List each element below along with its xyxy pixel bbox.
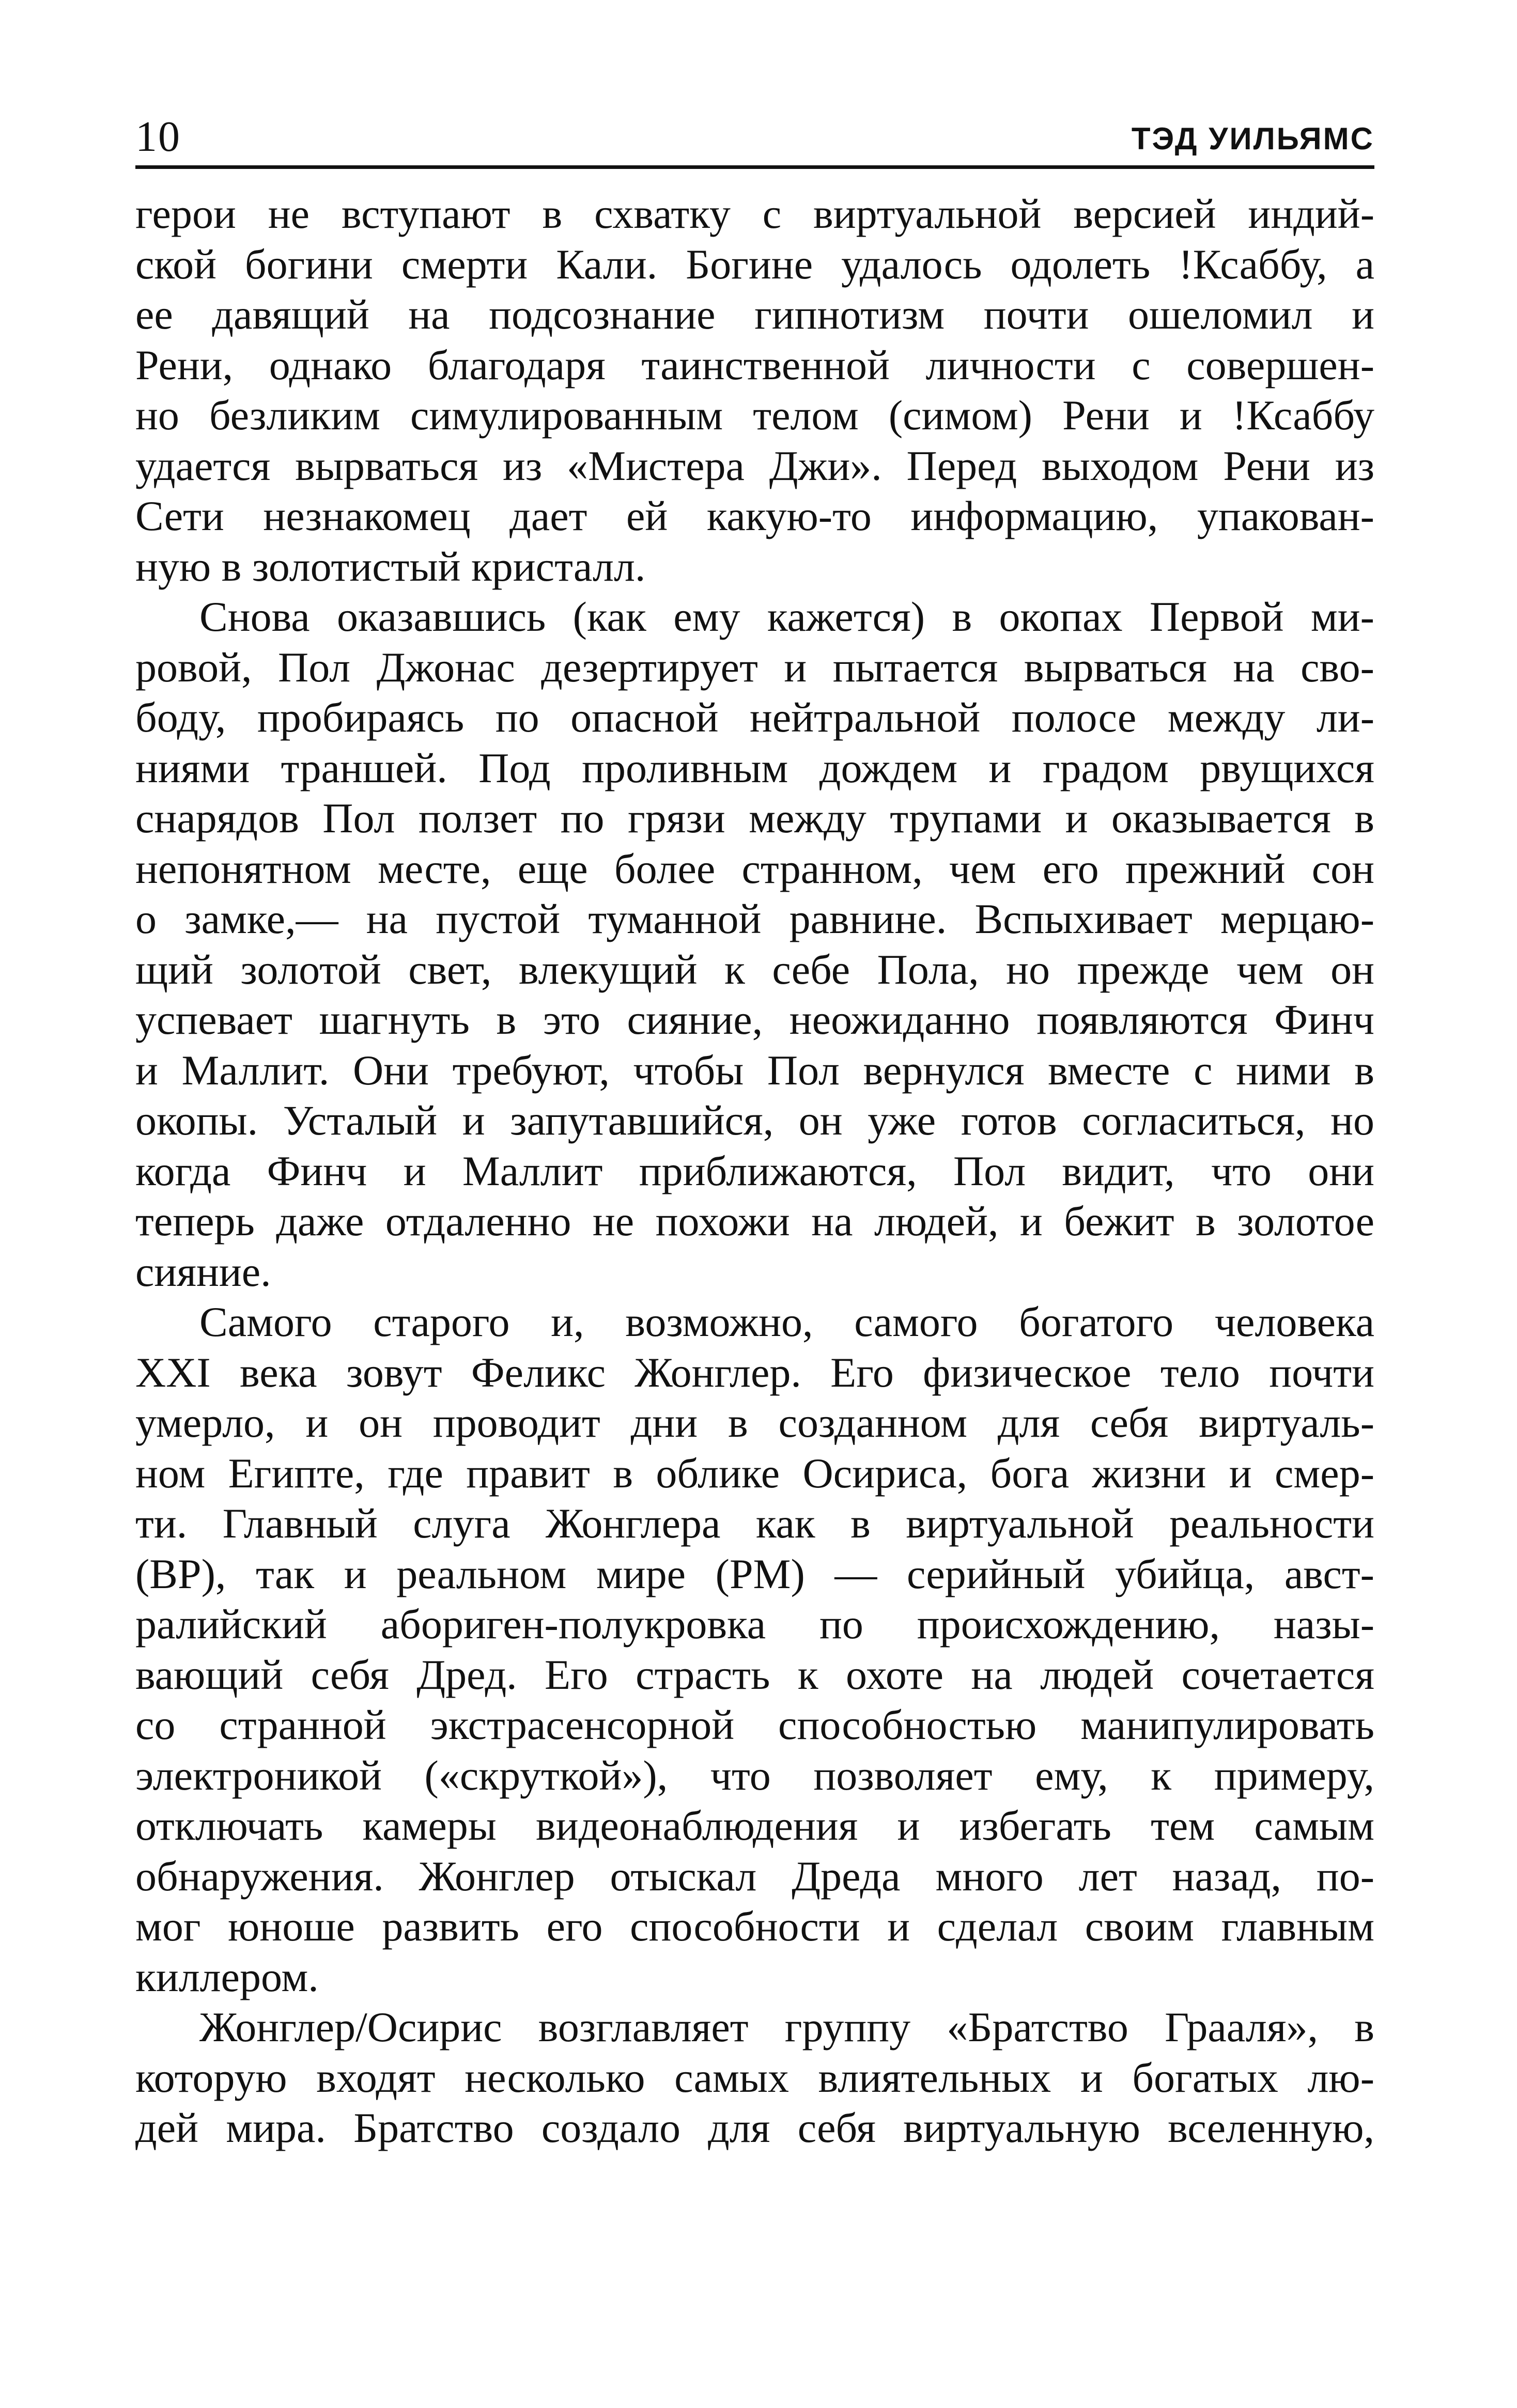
text-line: ниями траншей. Под проливным дождем и градом рвущихся [135,744,1374,791]
text-line: ти. Главный слуга Жонглера как в виртуальной реальности [135,1500,1374,1547]
paragraph [135,2002,1374,2153]
text-line: когда Финч и Маллит приближаются, Пол видит, что они [135,1147,1374,1194]
text-line: и Маллит. Они требуют, чтобы Пол вернулся вместе с ними в [135,1046,1374,1094]
text-line: о замке,— на пустой туманной равнине. Вспыхивает мерцаю- [135,895,1374,942]
text-line: успевает шагнуть в это сияние, неожиданно появляются Финч [135,996,1374,1043]
text-line: Жонглер/Осирис возглавляет группу «Братство Грааля», в [199,2003,1374,2050]
text-line: ровой, Пол Джонас дезертирует и пытается вырваться на сво- [135,643,1374,691]
text-line: Рени, однако благодаря таинственной личности с совершен- [135,341,1374,389]
text-line: (ВР), так и реальном мире (РМ) — серийный убийца, авст- [135,1550,1374,1597]
text-line: электроникой («скруткой»), что позволяет ему, к примеру, [135,1751,1374,1799]
text-line: умерло, и он проводит дни в созданном для себя виртуаль- [135,1399,1374,1446]
text-line: удается вырваться из «Мистера Джи». Перед выходом Рени из [135,442,1374,489]
text-line: XXI века зовут Феликс Жонглер. Его физическое тело почти [135,1348,1374,1396]
text-line: снарядов Пол ползет по грязи между трупами и оказывается в [135,795,1374,842]
paragraph [135,189,1374,592]
text-line: вающий себя Дред. Его страсть к охоте на людей сочетается [135,1651,1374,1698]
text-line: ную в золотистый кристалл. [135,542,646,590]
text-line: дей мира. Братство создало для себя виртуальную вселенную, [135,2104,1374,2151]
text-line: ралийский абориген-полукровка по происхождению, назы- [135,1601,1374,1648]
text-line: Сети незнакомец дает ей какую-то информацию, упакован- [135,492,1374,539]
text-line: ской богини смерти Кали. Богине удалось одолеть !Ксаббу, а [135,240,1374,288]
text-line: со странной экстрасенсорной способностью манипулировать [135,1701,1374,1748]
text-line: мог юноше развить его способности и сделал своим главным [135,1903,1374,1950]
text-line: окопы. Усталый и запутавшийся, он уже готов согласиться, но [135,1097,1374,1144]
text-line: герои не вступают в схватку с виртуальной версией индий- [135,190,1374,237]
text-line: Самого старого и, возможно, самого богатого человека [199,1298,1374,1345]
book-author: ТЭД УИЛЬЯМС [1131,121,1374,156]
text-line: теперь даже отдаленно не похожи на людей, и бежит в золотое [135,1198,1374,1245]
paragraph [135,1297,1374,2002]
text-line: обнаружения. Жонглер отыскал Дреда много лет назад, по- [135,1852,1374,1900]
text-line: ном Египте, где правит в облике Осириса, бога жизни и смер- [135,1449,1374,1497]
running-head [135,103,1374,169]
page-number: 10 [135,113,181,161]
text-line: отключать камеры видеонаблюдения и избегать тем самым [135,1802,1374,1849]
text-line: ее давящий на подсознание гипнотизм почти ошеломил и [135,291,1374,338]
text-line: непонятном месте, еще более странном, чем его прежний сон [135,845,1374,892]
text-body [135,189,1374,2153]
paragraph [135,592,1374,1297]
text-line: боду, пробираясь по опасной нейтральной полосе между ли- [135,694,1374,741]
text-line: сияние. [135,1248,271,1295]
text-line: которую входят несколько самых влиятельных и богатых лю- [135,2054,1374,2101]
text-line: киллером. [135,1953,319,2000]
text-line: щий золотой свет, влекущий к себе Пола, но прежде чем он [135,945,1374,993]
text-line: но безликим симулированным телом (симом) Рени и !Ксаббу [135,392,1374,439]
text-line: Снова оказавшись (как ему кажется) в окопах Первой ми- [199,593,1374,640]
